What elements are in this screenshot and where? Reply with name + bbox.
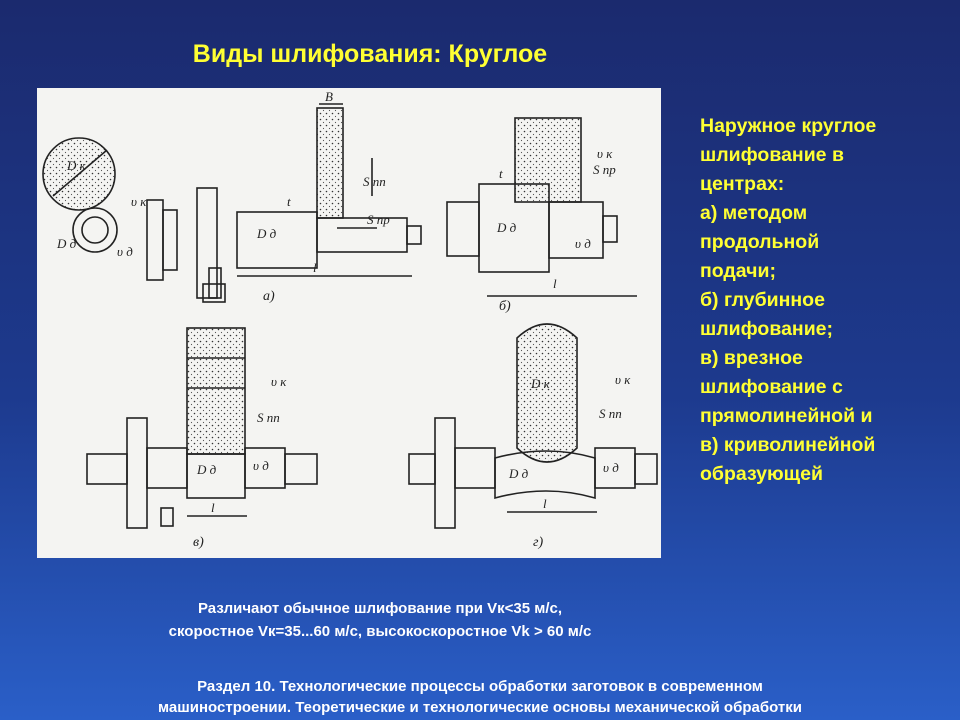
scheme-g xyxy=(409,324,657,550)
side-line: образующей xyxy=(700,463,823,485)
scheme-a xyxy=(43,89,421,304)
workpiece-circle-a xyxy=(73,208,117,252)
label-spp-a: S пп xyxy=(363,174,386,189)
label-dd-g: D д xyxy=(509,466,529,481)
side-line: а) методом xyxy=(700,202,808,224)
label-vk-b: υ к xyxy=(597,146,613,161)
label-scheme-a: а) xyxy=(263,289,275,304)
label-dd-a: D д xyxy=(57,236,77,251)
grinding-schemes-drawing xyxy=(37,88,661,558)
label-dd-a2: D д xyxy=(257,226,277,241)
side-line: в) криволинейной xyxy=(700,434,876,456)
label-vd-g: υ д xyxy=(603,460,619,475)
label-scheme-b: б) xyxy=(499,299,511,314)
note-line: Различают обычное шлифование при Vк<35 м/с, xyxy=(197,600,563,617)
slide-title: Виды шлифования: Круглое xyxy=(192,40,548,68)
side-line: шлифование; xyxy=(700,318,834,340)
side-line: в) врезное xyxy=(700,347,803,369)
label-t-a: t xyxy=(287,194,291,209)
side-description xyxy=(700,112,950,489)
label-vk-g: υ к xyxy=(615,372,631,387)
side-line: шлифование с xyxy=(700,376,843,398)
side-line: б) глубинное xyxy=(700,289,825,311)
side-line: прямолинейной и xyxy=(700,405,873,427)
grinding-wheel-v xyxy=(187,328,245,454)
side-line: подачи; xyxy=(700,260,776,282)
grinding-wheel-g xyxy=(517,324,577,462)
label-dk-g: D к xyxy=(531,376,550,391)
grinding-wheel-a2 xyxy=(317,108,343,218)
side-line: шлифование в xyxy=(700,144,844,166)
label-l-a: l xyxy=(313,260,317,275)
label-spp-g: S пп xyxy=(599,406,622,421)
label-vk-v: υ к xyxy=(271,374,287,389)
label-dd-v: D д xyxy=(197,462,217,477)
label-vd-v: υ д xyxy=(253,458,269,473)
label-dk-a: D к xyxy=(67,158,86,173)
label-l-b: l xyxy=(553,276,557,291)
speed-note xyxy=(90,597,670,643)
scheme-b xyxy=(447,118,637,314)
scheme-v xyxy=(87,328,317,550)
label-spr-a: S пр xyxy=(367,212,390,227)
side-line: центрах: xyxy=(700,173,785,195)
label-t-b: t xyxy=(499,166,503,181)
label-vd-a: υ д xyxy=(117,244,133,259)
footer-line: машиностроении. Теоретические и технологические основы механической обработки xyxy=(158,699,802,716)
label-vk-a: υ к xyxy=(131,194,147,209)
label-spr-b: S пр xyxy=(593,162,616,177)
note-line: скоростное Vк=35...60 м/с, высокоскоростное Vk > 60 м/с xyxy=(168,623,592,640)
label-vd-b: υ д xyxy=(575,236,591,251)
side-line: продольной xyxy=(700,231,820,253)
label-scheme-v: в) xyxy=(193,535,204,550)
grinding-wheel-b xyxy=(515,118,581,202)
label-scheme-g: г) xyxy=(533,535,544,550)
footer xyxy=(0,676,960,718)
label-l-v: l xyxy=(211,500,215,515)
label-l-g: l xyxy=(543,496,547,511)
footer-line: Раздел 10. Технологические процессы обработки заготовок в современном xyxy=(197,678,763,695)
label-b: B xyxy=(325,89,333,104)
label-spp-v: S пп xyxy=(257,410,280,425)
grinding-schemes-figure xyxy=(37,88,661,558)
label-dd-b: D д xyxy=(497,220,517,235)
side-line: Наружное круглое xyxy=(700,115,877,137)
